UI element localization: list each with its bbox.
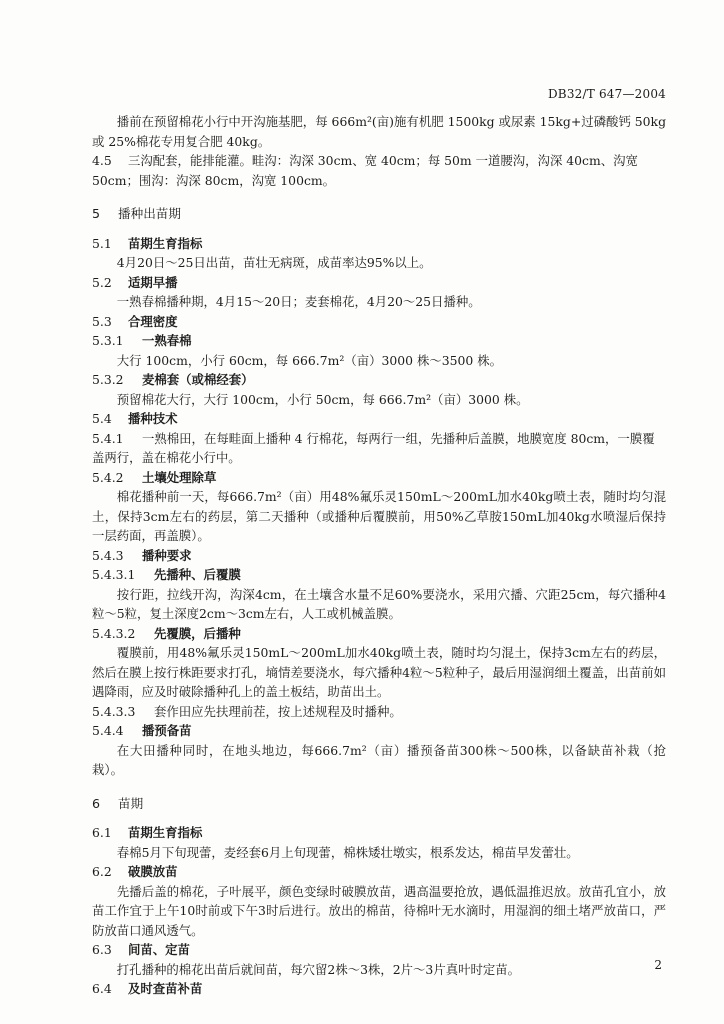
clause-5-4 (92, 409, 666, 429)
clause-number: 5.3.2 (92, 372, 124, 387)
clause-5-4-1 (92, 429, 666, 468)
clause-number: 6.2 (92, 864, 112, 879)
clause-6-2 (92, 862, 666, 882)
clause-5-4-3-3 (92, 702, 666, 722)
section-6-heading (92, 794, 666, 814)
paragraph-5-1: 4月20日～25日出苗，苗壮无病斑，成苗率达95%以上。 (116, 255, 432, 270)
clause-title: 先覆膜，后播种 (154, 625, 241, 641)
clause-number: 5.4 (92, 411, 112, 426)
clause-6-3 (92, 940, 666, 960)
clause-number: 6.1 (92, 825, 112, 840)
clause-number: 5.2 (92, 274, 112, 290)
paragraph-base-fertilizer: 播前在预留棉花小行中开沟施基肥，每 666m²(亩)施有机肥 1500kg 或尿素 15kg+过磷酸钙 50kg 或 25%棉花专用复合肥 40kg。 (92, 114, 666, 149)
clause-number: 5.4.3.3 (92, 703, 136, 719)
clause-text: 套作田应先扶理前茬，按上述规程及时播种。 (154, 703, 402, 719)
paragraph-5-4-4: 在大田播种同时，在地头地边，每666.7m²（亩）播预备苗300株～500株，以备缺苗补栽（抢栽）。 (92, 742, 666, 777)
clause-text: 一熟棉田，在每畦面上播种 4 行棉花，每两行一组，先播种后盖膜，地膜宽度 80cm，一膜覆盖两行，盖在棉花小行中。 (92, 430, 655, 465)
clause-title: 播种要求 (142, 547, 192, 563)
section-number: 5 (92, 206, 101, 221)
paragraph-5-2: 一熟春棉播种期，4月15～20日；麦套棉花，4月20～25日播种。 (116, 294, 481, 309)
clause-title: 间苗、定苗 (128, 942, 190, 957)
clause-text: 三沟配套，能排能灌。畦沟：沟深 30cm、宽 40cm；每 50m 一道腰沟，沟深 40cm、沟宽 50cm；围沟：沟深 80cm，沟宽 100cm。 (92, 153, 638, 188)
clause-title: 麦棉套（或棉经套） (142, 372, 254, 387)
paragraph-5-4-2: 棉花播种前一天，每666.7m²（亩）用48%氟乐灵150mL～200mL加水40kg喷土表，随时均匀混土，保持3cm左右的药层，第二天播种（或播种后覆膜前，用50%乙草胺150mL加40kg水喷湿后保持一层药面，再盖膜）。 (92, 489, 666, 543)
clause-number: 5.4.2 (92, 469, 124, 485)
paragraph-5-3-2: 预留棉花大行，大行 100cm，小行 50cm，每 666.7m²（亩）3000 株。 (116, 391, 529, 407)
paragraph-5-3-1: 大行 100cm，小行 60cm，每 666.7m²（亩）3000 株～3500 株。 (116, 352, 503, 368)
clause-5-4-4 (92, 721, 666, 741)
clause-5-4-3 (92, 546, 666, 566)
clause-title: 土壤处理除草 (142, 469, 217, 485)
clause-5-3 (92, 312, 666, 332)
clause-number: 5.4.3.1 (92, 567, 136, 582)
clause-title: 合理密度 (128, 313, 178, 329)
clause-number: 5.4.3.2 (92, 625, 136, 641)
clause-5-4-2 (92, 468, 666, 488)
clause-number: 5.3 (92, 313, 112, 329)
clause-number: 5.3.1 (92, 333, 124, 348)
clause-title: 苗期生育指标 (128, 825, 203, 840)
clause-title: 适期早播 (128, 274, 178, 290)
paragraph-6-1: 春棉5月下旬现蕾，麦经套6月上旬现蕾，棉株矮壮墩实，根系发达，棉苗早发蕾壮。 (116, 844, 579, 860)
paragraph-5-4-3-2: 覆膜前，用48%氟乐灵150mL～200mL加水40kg喷土表，随时均匀混土，保持3cm左右的药层，然后在膜上按行株距要求打孔，墒情差要浇水，每穴播种4粒～5粒种子，最后用湿润细土覆盖，出苗前如遇降雨，应及时破除播种孔上的盖土板结，助苗出土。 (92, 645, 666, 699)
clause-number: 6.3 (92, 942, 112, 957)
paragraph-5-4-3-1: 按行距，拉线开沟，沟深4cm，在土壤含水量不足60%要浇水，采用穴播、穴距25cm，每穴播种4粒～5粒，复土深度2cm～3cm左右，人工或机械盖膜。 (92, 586, 666, 621)
clause-6-1 (92, 823, 666, 843)
clause-title: 苗期生育指标 (128, 235, 203, 251)
clause-5-4-3-2 (92, 624, 666, 644)
page-number: 2 (654, 958, 662, 972)
document-content (92, 112, 666, 999)
standard-code: DB32/T 647—2004 (547, 87, 666, 101)
paragraph-6-2: 先播后盖的棉花，子叶展平，颜色变绿时破膜放苗，遇高温要抢放，遇低温推迟放。放苗孔宜小，放苗工作宜于上午10时前或下午3时后进行。放出的棉苗，待棉叶无水滴时，用湿润的细土堵严放苗口，严防放苗口通风透气。 (92, 883, 666, 938)
clause-5-3-2 (92, 370, 666, 390)
clause-number: 6.4 (92, 981, 112, 996)
section-title: 苗期 (118, 795, 144, 811)
clause-title: 先播种、后覆膜 (154, 567, 241, 582)
clause-title: 播种技术 (128, 411, 178, 426)
clause-number: 5.4.3 (92, 547, 124, 563)
clause-number: 5.4.1 (92, 430, 124, 446)
clause-4-5 (92, 151, 666, 190)
section-number: 6 (92, 795, 101, 811)
clause-5-3-1 (92, 331, 666, 351)
clause-6-4 (92, 979, 666, 999)
clause-title: 播预备苗 (142, 723, 192, 738)
clause-5-2 (92, 273, 666, 293)
clause-number: 5.4.4 (92, 723, 124, 738)
clause-5-1 (92, 234, 666, 254)
clause-title: 及时查苗补苗 (128, 981, 203, 996)
clause-title: 破膜放苗 (128, 864, 178, 879)
clause-number: 5.1 (92, 235, 112, 251)
clause-number: 4.5 (92, 153, 112, 168)
section-5-heading (92, 204, 666, 224)
paragraph-6-3: 打孔播种的棉花出苗后就间苗，每穴留2株～3株，2片～3片真叶时定苗。 (116, 961, 521, 977)
clause-title: 一熟春棉 (142, 333, 192, 348)
clause-5-4-3-1 (92, 565, 666, 585)
section-title: 播种出苗期 (118, 206, 181, 221)
